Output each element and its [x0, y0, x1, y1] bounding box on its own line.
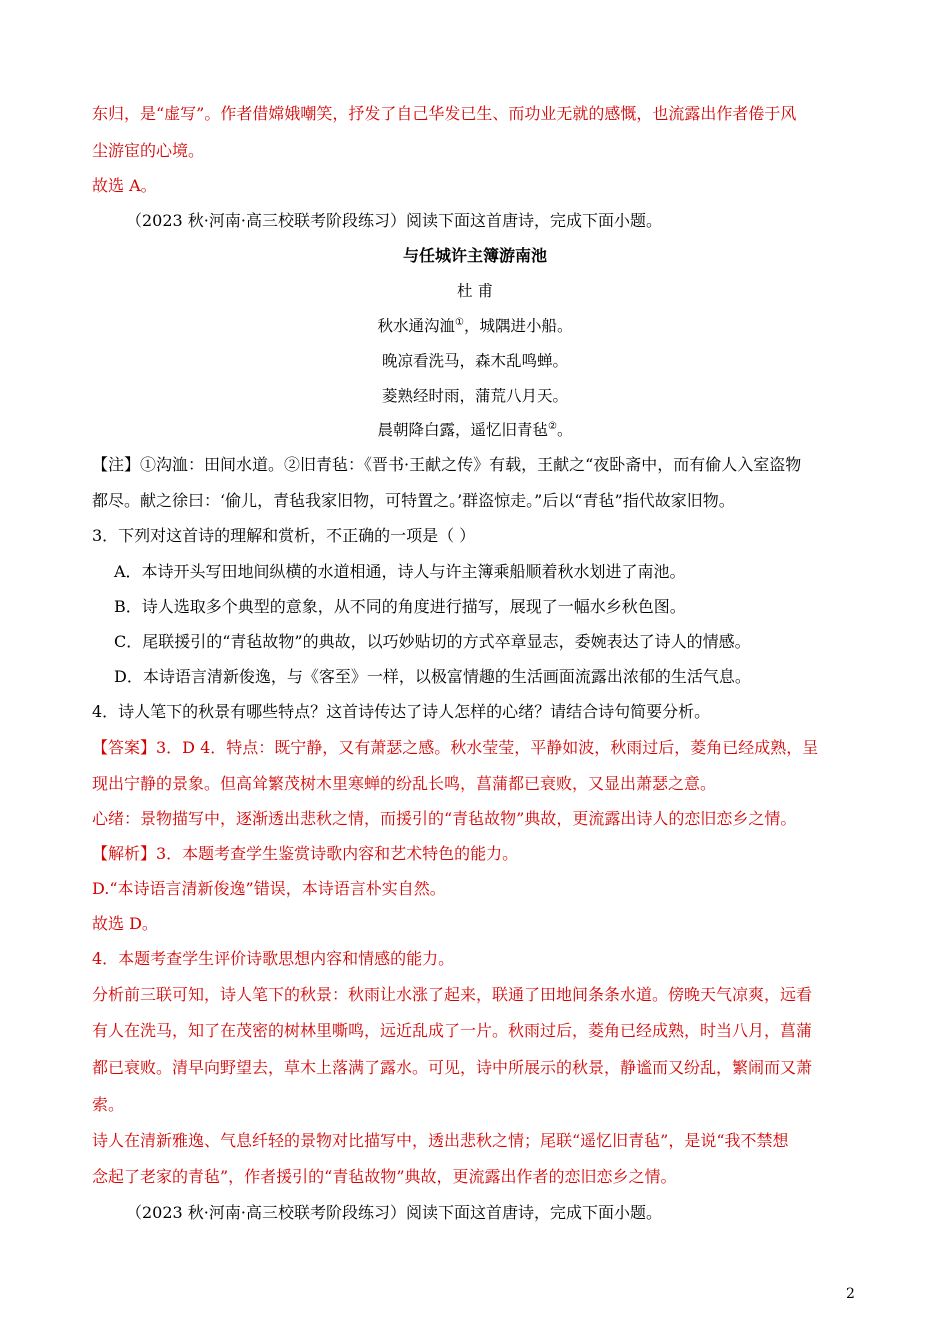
answer-choice: 故选 A。 — [92, 176, 157, 195]
analysis-line: 诗人在清新雅逸、气息纤轻的景物对比描写中，透出悲秋之情；尾联“遥忆旧青毡”，是说“我不禁想 — [92, 1131, 789, 1150]
poem-line — [0, 316, 950, 336]
analysis-line: 念起了老家的青毡”，作者援引的“青毡故物”典故，更流露出作者的恋旧恋乡之情。 — [92, 1167, 677, 1186]
analysis-line: 故选 D。 — [92, 914, 158, 933]
note-line: 【注】①沟洫：田间水道。②旧青毡：《晋书·王献之传》有载，王献之“夜卧斋中，而有偷人入室盗物 — [92, 455, 802, 474]
footnote-marker: ① — [455, 316, 464, 328]
answer-line: 【答案】3．D 4．特点：既宁静，又有萧瑟之感。秋水莹莹，平静如波，秋雨过后，菱角已经成熟，呈 — [92, 738, 819, 757]
poem-text: ，城隅进小船。 — [463, 317, 573, 335]
analysis-line: 分析前三联可知，诗人笔下的秋景：秋雨让水涨了起来，联通了田地间条条水道。傍晚天气凉爽，远看 — [92, 985, 813, 1004]
analysis-line: 都已衰败。清早向野望去，草木上落满了露水。可见，诗中所展示的秋景，静谧而又纷乱，繁闹而又萧 — [92, 1058, 813, 1077]
analysis-line: 4．本题考查学生评价诗歌思想内容和情感的能力。 — [92, 949, 455, 968]
option-c: C．尾联援引的“青毡故物”的典故，以巧妙贴切的方式卒章显志，委婉表达了诗人的情感。 — [114, 632, 751, 651]
answer-line: 现出宁静的景象。但高耸繁茂树木里寒蝉的纷乱长鸣，菖蒲都已衰败，又显出萧瑟之意。 — [92, 774, 717, 793]
footnote-marker: ② — [548, 420, 557, 432]
poem-text: 秋水通沟洫 — [377, 317, 456, 335]
analysis-line: 【解析】3．本题考查学生鉴赏诗歌内容和艺术特色的能力。 — [92, 844, 519, 863]
poem-line — [0, 420, 950, 440]
poem-text: 。 — [556, 421, 573, 439]
page-number: 2 — [846, 1286, 855, 1302]
note-line: 都尽。献之徐曰：‘偷儿，青毡我家旧物，可特置之。’群盗惊走。”后以“青毡”指代故家旧物。 — [92, 491, 735, 510]
poem-text: 晨朝降白露，遥忆旧青毡 — [377, 421, 549, 439]
question-intro: （2023 秋·河南·高三校联考阶段练习）阅读下面这首唐诗，完成下面小题。 — [126, 211, 662, 230]
question-stem: 3．下列对这首诗的理解和赏析，不正确的一项是（ ） — [92, 526, 476, 545]
option-a: A．本诗开头写田地间纵横的水道相通，诗人与许主簿乘船顺着秋水划进了南池。 — [114, 562, 686, 581]
analysis-line: 有人在洗马，知了在茂密的树林里嘶鸣，远近乱成了一片。秋雨过后，菱角已经成熟，时当八月，菖蒲 — [92, 1021, 813, 1040]
analysis-text-line: 东归，是“虚写”。作者借嫦娥嘲笑，抒发了自己华发已生、而功业无就的感慨，也流露出作者倦于风 — [92, 104, 797, 123]
poem-line: 菱熟经时雨，蒲荒八月天。 — [381, 387, 568, 405]
question-4-stem: 4．诗人笔下的秋景有哪些特点？这首诗传达了诗人怎样的心绪？请结合诗句简要分析。 — [92, 702, 711, 721]
analysis-text-line: 尘游宦的心境。 — [92, 141, 205, 160]
analysis-line: D.“本诗语言清新俊逸”错误，本诗语言朴实自然。 — [92, 879, 446, 898]
analysis-line: 索。 — [92, 1095, 125, 1114]
poem-title: 与任城许主簿游南池 — [402, 246, 547, 265]
poem-line: 晚凉看洗马，森木乱鸣蝉。 — [381, 352, 568, 370]
option-d: D．本诗语言清新俊逸，与《客至》一样，以极富情趣的生活画面流露出浓郁的生活气息。 — [114, 667, 751, 686]
answer-line: 心绪：景物描写中，逐渐透出悲秋之情，而援引的“青毡故物”典故，更流露出诗人的恋旧恋乡之情。 — [92, 809, 797, 828]
poem-author: 杜 甫 — [457, 282, 493, 300]
next-question-intro: （2023 秋·河南·高三校联考阶段练习）阅读下面这首唐诗，完成下面小题。 — [126, 1203, 662, 1222]
option-b: B．诗人选取多个典型的意象，从不同的角度进行描写，展现了一幅水乡秋色图。 — [114, 597, 686, 616]
